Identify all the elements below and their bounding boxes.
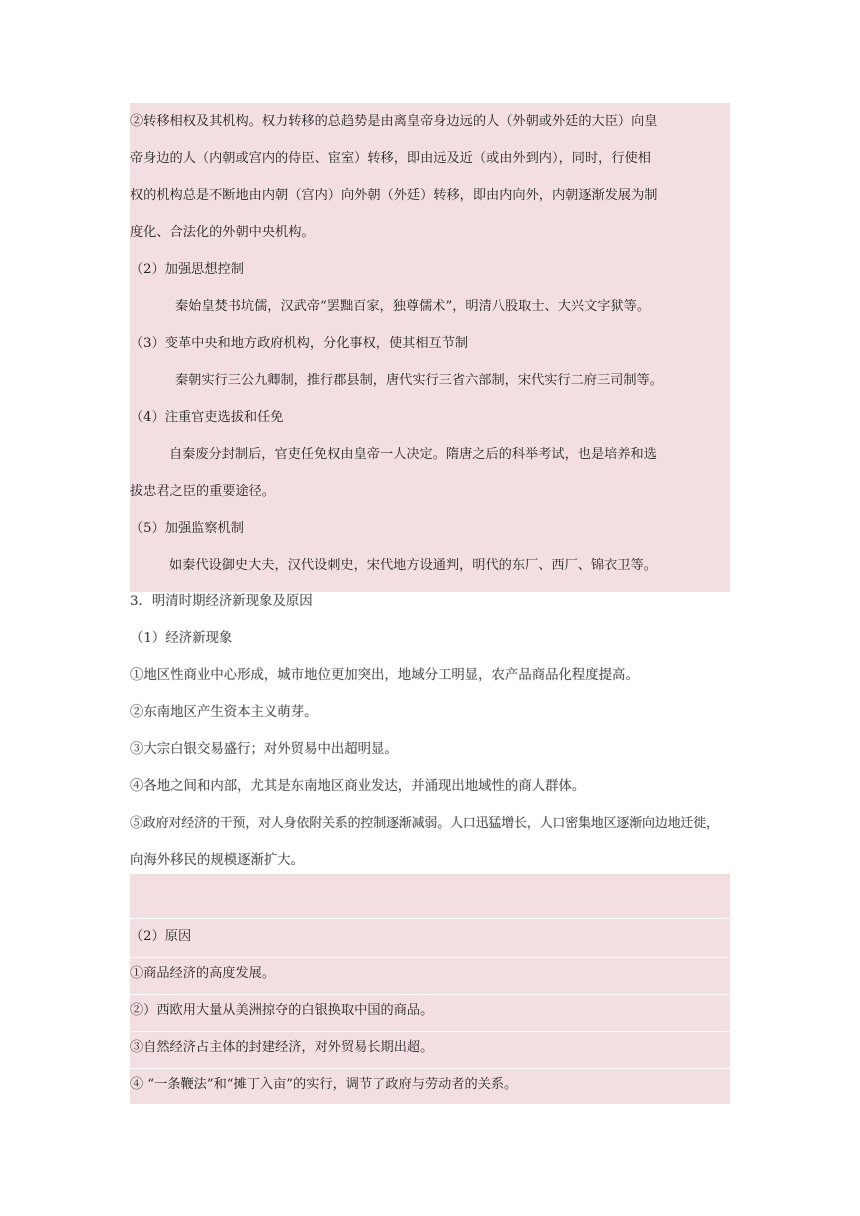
heading-2: （2）加强思想控制 — [130, 262, 244, 277]
section-a-highlight — [130, 103, 730, 592]
sub-heading: （1）经济新现象 — [130, 631, 233, 646]
row-divider — [130, 918, 730, 919]
paragraph-line: 权的机构总是不断地由内朝（宫内）向外朝（外廷）转移，即由内向外，内朝逐渐发展为制 — [130, 188, 658, 203]
paragraph-line: 自秦废分封制后，官吏任免权由皇帝一人决定。隋唐之后的科举考试，也是培养和选 — [169, 447, 657, 462]
heading-4: （4）注重官吏选拔和任免 — [130, 410, 284, 425]
reason-item: ①商品经济的高度发展。 — [130, 966, 276, 981]
paragraph-line: 度化、合法化的外朝中央机构。 — [130, 225, 315, 240]
section-c-highlight — [130, 874, 730, 1104]
paragraph-line: 帝身边的人（内朝或宫内的侍臣、宦室）转移，即由远及近（或由外到内），同时，行使相 — [130, 151, 651, 166]
heading-3: （3）变革中央和地方政府机构，分化事权，使其相互节制 — [130, 336, 469, 351]
paragraph-line: 如秦代设御史大夫，汉代设刺史，宋代地方设通判，明代的东厂、西厂、锦衣卫等。 — [169, 558, 657, 573]
reason-item: ②）西欧用大量从美洲掠夺的白银换取中国的商品。 — [130, 1003, 434, 1018]
reason-item: ③自然经济占主体的封建经济，对外贸易长期出超。 — [130, 1040, 434, 1055]
paragraph-line: ②转移相权及其机构。权力转移的总趋势是由离皇帝身边远的人（外朝或外廷的大臣）向皇 — [130, 114, 658, 129]
paragraph-line: 秦朝实行三公九卿制，推行郡县制，唐代实行三省六部制，宋代实行二府三司制等。 — [175, 373, 663, 388]
list-item: ④各地之间和内部，尤其是东南地区商业发达，并涌现出地域性的商人群体。 — [130, 779, 586, 794]
reason-item: ④ “一条鞭法”和“摊丁入亩”的实行，调节了政府与劳动者的关系。 — [130, 1077, 518, 1092]
row-divider — [130, 1068, 730, 1069]
section-title: 3．明清时期经济新现象及原因 — [130, 594, 313, 609]
heading-reasons: （2）原因 — [130, 929, 192, 944]
section-b — [130, 592, 730, 872]
list-item: ③大宗白银交易盛行；对外贸易中出超明显。 — [130, 742, 398, 757]
paragraph-line: 拔忠君之臣的重要途径。 — [130, 484, 276, 499]
list-item: 向海外移民的规模逐渐扩大。 — [130, 853, 305, 868]
heading-5: （5）加强监察机制 — [130, 521, 244, 536]
row-divider — [130, 957, 730, 958]
paragraph-line: 秦始皇焚书坑儒，汉武帝“罢黜百家，独尊儒术”，明清八股取士、大兴文字狱等。 — [175, 299, 651, 314]
list-item: ②东南地区产生资本主义萌芽。 — [130, 705, 318, 720]
list-item: ①地区性商业中心形成，城市地位更加突出，地域分工明显，农产品商品化程度提高。 — [130, 668, 639, 683]
row-divider — [130, 994, 730, 995]
row-divider — [130, 1031, 730, 1032]
list-item: ⑤政府对经济的干预，对人身依附关系的控制逐渐减弱。人口迅猛增长，人口密集地区逐渐向边地迁徙， — [130, 816, 719, 831]
